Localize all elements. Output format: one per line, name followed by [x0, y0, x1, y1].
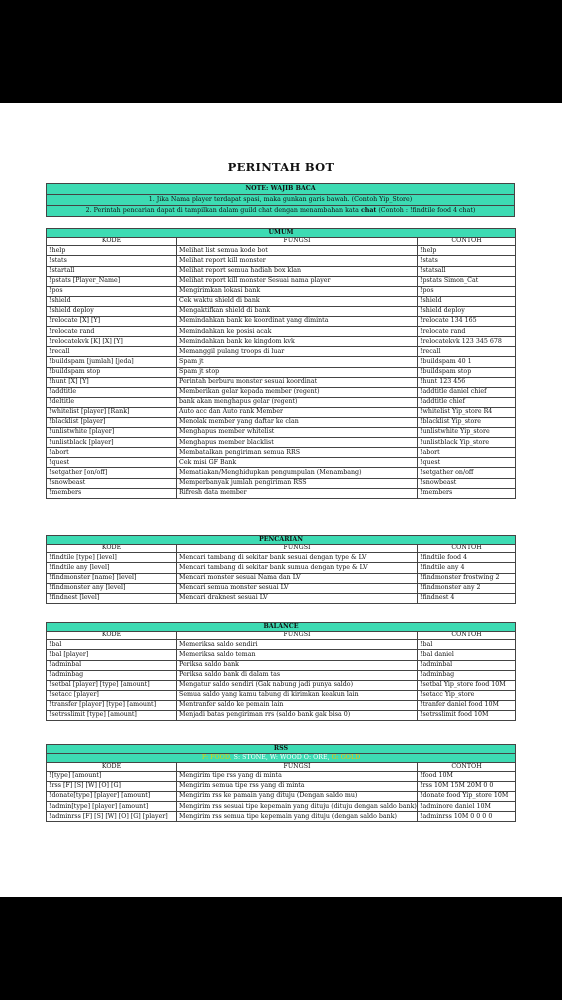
- table-row: [47, 256, 516, 266]
- column-header-row: [47, 763, 516, 772]
- table-row: [47, 802, 516, 812]
- cell-contoh: !statsall: [418, 266, 516, 276]
- note-box: [46, 183, 515, 217]
- cell-kode: !findmonster [name] [level]: [47, 573, 177, 583]
- cell-kode: !whitelist [player] [Rank]: [47, 407, 177, 417]
- table-row: [47, 771, 516, 781]
- column-header-fungsi: FUNGSI: [177, 544, 418, 553]
- cell-contoh: !addtitle chief: [418, 397, 516, 407]
- cell-kode: !bal [player]: [47, 650, 177, 660]
- cell-fungsi: Mengirim rss semua tipe kepemain yang dituju (dengan saldo bank): [177, 812, 418, 822]
- cell-contoh: !abort: [418, 448, 516, 458]
- cell-fungsi: Memperbanyak jumlah pengiriman RSS: [177, 478, 418, 488]
- table-row: [47, 458, 516, 468]
- cell-fungsi: Spam jt: [177, 357, 418, 367]
- column-header-contoh: CONTOH: [418, 763, 516, 772]
- table-row: [47, 266, 516, 276]
- cell-kode: ![type] [amount]: [47, 771, 177, 781]
- cell-fungsi: Mengirim rss sesuai tipe kepemain yang dituju (dituju dengan saldo bank): [177, 802, 418, 812]
- section-header-row: [47, 229, 516, 238]
- column-header-contoh: CONTOH: [418, 544, 516, 553]
- cell-contoh: !setbal Yip_store food 10M: [418, 680, 516, 690]
- cell-contoh: !findtile food 4: [418, 553, 516, 563]
- note-line-2: [47, 205, 515, 216]
- cell-fungsi: Perintah berburu monster sesuai koordinat: [177, 377, 418, 387]
- cell-fungsi: Melihat report semua hadiah box klan: [177, 266, 418, 276]
- section-table-balance: [46, 622, 516, 721]
- cell-kode: !stats: [47, 256, 177, 266]
- cell-fungsi: Memberikan gelar kepada member (regent): [177, 387, 418, 397]
- cell-contoh: !members: [418, 488, 516, 498]
- cell-fungsi: Menolak member yang daftar ke clan: [177, 417, 418, 427]
- table-row: [47, 448, 516, 458]
- cell-fungsi: Memindahkan ke posisi acak: [177, 327, 418, 337]
- table-row: [47, 246, 516, 256]
- table-row: [47, 700, 516, 710]
- cell-fungsi: Memeriksa saldo teman: [177, 650, 418, 660]
- rss-legend-gold: G: GOLD: [331, 753, 361, 761]
- column-header-kode: KODE: [47, 763, 177, 772]
- cell-kode: !relocate rand: [47, 327, 177, 337]
- table-row: [47, 690, 516, 700]
- rss-legend: [47, 753, 516, 763]
- note-line-2-bold: chat: [360, 206, 377, 214]
- cell-contoh: !findmonster frostwing 2: [418, 573, 516, 583]
- cell-kode: !startall: [47, 266, 177, 276]
- note-line-2-post: (Contoh : !findtile food 4 chat): [376, 206, 476, 214]
- note-line-1: 1. Jika Nama player terdapat spasi, maka gunkan garis bawah. (Contoh Yip_Store): [47, 194, 515, 205]
- cell-contoh: !food 10M: [418, 771, 516, 781]
- cell-contoh: !help: [418, 246, 516, 256]
- cell-kode: !bal: [47, 640, 177, 650]
- cell-fungsi: Menghapus member whitelist: [177, 428, 418, 438]
- cell-kode: !blacklist [player]: [47, 417, 177, 427]
- rss-legend-ore: O: ORE,: [303, 753, 332, 761]
- cell-contoh: !whitelist Yip_store R4: [418, 407, 516, 417]
- cell-kode: !findmonster any [level]: [47, 583, 177, 593]
- cell-fungsi: Auto acc dan Auto rank Member: [177, 407, 418, 417]
- cell-fungsi: Mengirim semua tipe rss yang di minta: [177, 781, 418, 791]
- cell-kode: !quest: [47, 458, 177, 468]
- table-row: [47, 438, 516, 448]
- cell-kode: !abort: [47, 448, 177, 458]
- cell-kode: !deltitle: [47, 397, 177, 407]
- cell-contoh: !hunt 123 456: [418, 377, 516, 387]
- cell-kode: !buildspam stop: [47, 367, 177, 377]
- cell-contoh: !buildspam 40 1: [418, 357, 516, 367]
- rss-legend-wood: W: WOOD: [269, 753, 304, 761]
- cell-contoh: !shield: [418, 296, 516, 306]
- cell-kode: !adminrss [F] [S] [W] [O] [G] [player]: [47, 812, 177, 822]
- cell-kode: !recall: [47, 347, 177, 357]
- cell-contoh: !findnest 4: [418, 593, 516, 603]
- cell-kode: !adminbag: [47, 670, 177, 680]
- column-header-row: [47, 631, 516, 640]
- cell-fungsi: Periksa saldo bank di dalam tas: [177, 670, 418, 680]
- cell-kode: !findtile [type] [level]: [47, 553, 177, 563]
- table-row: [47, 593, 516, 603]
- cell-kode: !admin[type] [player] [amount]: [47, 802, 177, 812]
- cell-kode: !shield: [47, 296, 177, 306]
- cell-contoh: !addtitle daniel chief: [418, 387, 516, 397]
- cell-contoh: !tranfer daniel food 10M: [418, 700, 516, 710]
- cell-contoh: !adminrss 10M 0 0 0 0: [418, 812, 516, 822]
- cell-fungsi: Mengatur saldo sendiri (Gak nabung jadi punya saldo): [177, 680, 418, 690]
- column-header-contoh: CONTOH: [418, 237, 516, 246]
- table-row: [47, 781, 516, 791]
- section-table-umum: [46, 228, 516, 499]
- cell-kode: !relocate [X] [Y]: [47, 317, 177, 327]
- table-row: [47, 296, 516, 306]
- cell-contoh: !quest: [418, 458, 516, 468]
- cell-kode: !pstats [Player_Name]: [47, 276, 177, 286]
- section-header-row: [47, 745, 516, 754]
- cell-contoh: !adminbal: [418, 660, 516, 670]
- column-header-row: [47, 237, 516, 246]
- cell-contoh: !donate food Yip_store 10M: [418, 792, 516, 802]
- cell-contoh: !bal daniel: [418, 650, 516, 660]
- cell-fungsi: Mematiakan/Menghidupkan pengumpulan (Menambang): [177, 468, 418, 478]
- table-row: [47, 276, 516, 286]
- cell-fungsi: Mengirim tipe rss yang di minta: [177, 771, 418, 781]
- cell-fungsi: Mencari semua monster sesuai LV: [177, 583, 418, 593]
- cell-contoh: !relocatekvk 123 345 678: [418, 337, 516, 347]
- table-row: [47, 792, 516, 802]
- cell-kode: !buildspam [jumlah] [jeda]: [47, 357, 177, 367]
- section-title: PENCARIAN: [47, 536, 516, 545]
- cell-contoh: !setgather on/off: [418, 468, 516, 478]
- cell-fungsi: Memanggil pulang troops di luar: [177, 347, 418, 357]
- cell-fungsi: Cek misi GF Bank: [177, 458, 418, 468]
- table-row: [47, 327, 516, 337]
- table-row: [47, 640, 516, 650]
- column-header-kode: KODE: [47, 237, 177, 246]
- cell-kode: !setrsslimit [type] [amount]: [47, 711, 177, 721]
- table-row: [47, 812, 516, 822]
- table-row: [47, 387, 516, 397]
- cell-contoh: !pstats Simon_Cat: [418, 276, 516, 286]
- cell-kode: !pos: [47, 286, 177, 296]
- cell-kode: !relocatekvk [K] [X] [Y]: [47, 337, 177, 347]
- rss-legend-row: [47, 753, 516, 763]
- cell-fungsi: Semua saldo yang kamu tabung di kirimkan keakun lain: [177, 690, 418, 700]
- column-header-kode: KODE: [47, 631, 177, 640]
- cell-kode: !members: [47, 488, 177, 498]
- table-row: [47, 660, 516, 670]
- cell-fungsi: Spam jt stop: [177, 367, 418, 377]
- cell-contoh: !relocate 134 165: [418, 317, 516, 327]
- cell-kode: !help: [47, 246, 177, 256]
- cell-fungsi: Mengirimkan lokasi bank: [177, 286, 418, 296]
- table-row: [47, 337, 516, 347]
- cell-kode: !addtitle: [47, 387, 177, 397]
- cell-kode: !transfer [player] [type] [amount]: [47, 700, 177, 710]
- section-table-pencarian: [46, 535, 516, 604]
- table-row: [47, 306, 516, 316]
- cell-kode: !rss [F] [S] [W] [O] [G]: [47, 781, 177, 791]
- table-row: [47, 286, 516, 296]
- cell-fungsi: Mencari monster sesuai Nama dan LV: [177, 573, 418, 583]
- table-row: [47, 488, 516, 498]
- cell-fungsi: Membatalkan pengiriman semua RRS: [177, 448, 418, 458]
- column-header-contoh: CONTOH: [418, 631, 516, 640]
- cell-contoh: !stats: [418, 256, 516, 266]
- table-row: [47, 650, 516, 660]
- cell-kode: !findnest [level]: [47, 593, 177, 603]
- cell-kode: !setgather [on/off]: [47, 468, 177, 478]
- cell-kode: !findtile any [level]: [47, 563, 177, 573]
- cell-contoh: !adminore daniel 10M: [418, 802, 516, 812]
- cell-fungsi: Rifresh data member: [177, 488, 418, 498]
- table-row: [47, 468, 516, 478]
- table-row: [47, 573, 516, 583]
- cell-contoh: !unlistblack Yip_store: [418, 438, 516, 448]
- section-header-row: [47, 536, 516, 545]
- table-row: [47, 711, 516, 721]
- column-header-row: [47, 544, 516, 553]
- cell-contoh: !recall: [418, 347, 516, 357]
- cell-contoh: !bal: [418, 640, 516, 650]
- page-title: PERINTAH BOT: [227, 160, 335, 174]
- table-row: [47, 583, 516, 593]
- cell-contoh: !relocate rand: [418, 327, 516, 337]
- section-table-rss: [46, 744, 516, 822]
- table-row: [47, 553, 516, 563]
- table-row: [47, 417, 516, 427]
- table-row: [47, 478, 516, 488]
- cell-fungsi: Mencari tambang di sekitar bank sesuai dengan type & LV: [177, 553, 418, 563]
- cell-kode: !adminbal: [47, 660, 177, 670]
- section-title: RSS: [47, 745, 516, 754]
- cell-kode: !setacc [player]: [47, 690, 177, 700]
- table-row: [47, 317, 516, 327]
- table-row: [47, 407, 516, 417]
- cell-contoh: !pos: [418, 286, 516, 296]
- table-row: [47, 377, 516, 387]
- cell-kode: !unlistwhite [player]: [47, 428, 177, 438]
- cell-contoh: !findtile any 4: [418, 563, 516, 573]
- cell-fungsi: bank akan menghapus gelar (regent): [177, 397, 418, 407]
- table-row: [47, 347, 516, 357]
- cell-contoh: !snowbeast: [418, 478, 516, 488]
- table-row: [47, 680, 516, 690]
- cell-fungsi: Melihat report kill monster Sesuai nama player: [177, 276, 418, 286]
- cell-fungsi: Periksa saldo bank: [177, 660, 418, 670]
- cell-kode: !hunt [X] [Y]: [47, 377, 177, 387]
- cell-fungsi: Memeriksa saldo sendiri: [177, 640, 418, 650]
- cell-contoh: !shield deploy: [418, 306, 516, 316]
- table-row: [47, 397, 516, 407]
- table-row: [47, 367, 516, 377]
- cell-fungsi: Memindahkan bank ke koordinat yang diminta: [177, 317, 418, 327]
- cell-contoh: !setrsslimit food 10M: [418, 711, 516, 721]
- cell-fungsi: Menghapus member blacklist: [177, 438, 418, 448]
- cell-fungsi: Melihat report kill monster: [177, 256, 418, 266]
- section-header-row: [47, 623, 516, 632]
- section-title: BALANCE: [47, 623, 516, 632]
- cell-fungsi: Mengaktifkan shield di bank: [177, 306, 418, 316]
- column-header-fungsi: FUNGSI: [177, 237, 418, 246]
- cell-kode: !donate[type] [player] [amount]: [47, 792, 177, 802]
- cell-contoh: !buildspam stop: [418, 367, 516, 377]
- cell-fungsi: Mengirim rss ke pamain yang dituju (Dengan saldo mu): [177, 792, 418, 802]
- cell-contoh: !unlistwhite Yip_store: [418, 428, 516, 438]
- rss-legend-stone: S: STONE,: [233, 753, 270, 761]
- cell-fungsi: Mentranfer saldo ke pemain lain: [177, 700, 418, 710]
- note-line-2-pre: 2. Perintah pencarian dapat di tampilkan dalam guild chat dengan menambahan kata: [85, 206, 361, 214]
- section-title: UMUM: [47, 229, 516, 238]
- cell-contoh: !blacklist Yip_store: [418, 417, 516, 427]
- table-row: [47, 563, 516, 573]
- column-header-fungsi: FUNGSI: [177, 763, 418, 772]
- cell-kode: !shield deploy: [47, 306, 177, 316]
- table-row: [47, 670, 516, 680]
- cell-kode: !snowbeast: [47, 478, 177, 488]
- table-row: [47, 428, 516, 438]
- cell-kode: !setbal [player] [type] [amount]: [47, 680, 177, 690]
- column-header-fungsi: FUNGSI: [177, 631, 418, 640]
- cell-contoh: !rss 10M 15M 20M 0 0: [418, 781, 516, 791]
- column-header-kode: KODE: [47, 544, 177, 553]
- cell-fungsi: Mencari draknest sesuai LV: [177, 593, 418, 603]
- cell-kode: !unlistblack [player]: [47, 438, 177, 448]
- cell-fungsi: Mencari tambang di sekitar bank sumua dengan type & LV: [177, 563, 418, 573]
- cell-fungsi: Memindahkan bank ke kingdom kvk: [177, 337, 418, 347]
- table-row: [47, 357, 516, 367]
- cell-fungsi: Cek waktu shield di bank: [177, 296, 418, 306]
- cell-contoh: !setacc Yip_store: [418, 690, 516, 700]
- cell-fungsi: Menjadi batas pengiriman rrs (saldo bank gak bisa 0): [177, 711, 418, 721]
- cell-fungsi: Melihat list semua kode bot: [177, 246, 418, 256]
- document-page: [0, 103, 562, 897]
- note-header: NOTE: WAJIB BACA: [47, 184, 515, 195]
- cell-contoh: !adminbag: [418, 670, 516, 680]
- cell-contoh: !findmonster any 2: [418, 583, 516, 593]
- rss-legend-food: F: FOOD,: [201, 753, 234, 761]
